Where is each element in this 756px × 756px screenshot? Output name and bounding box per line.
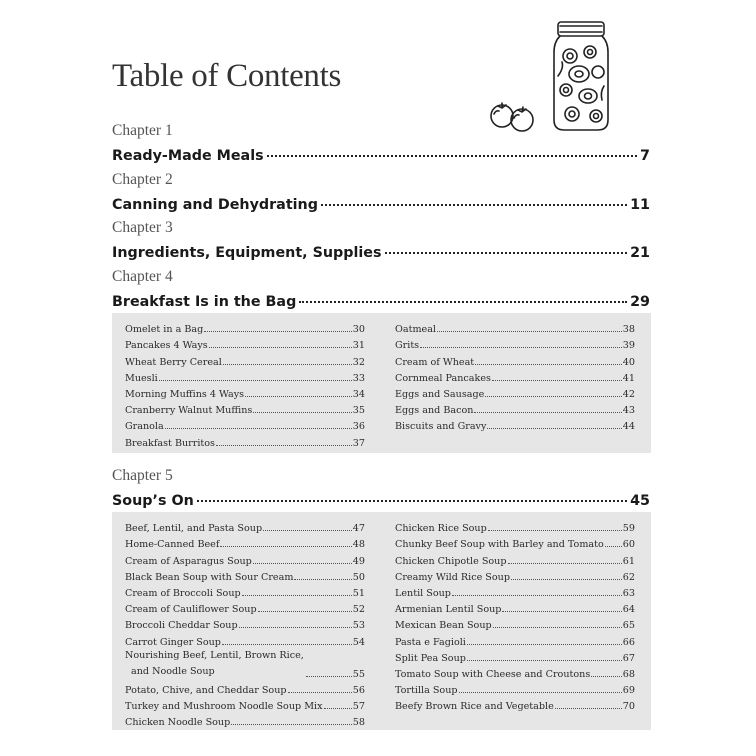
- dot-leader: [324, 708, 352, 709]
- recipe-title: Beef, Lentil, and Pasta Soup: [125, 523, 263, 535]
- recipe-page: 61: [622, 555, 635, 567]
- recipe-title-line: Nourishing Beef, Lentil, Brown Rice,: [125, 649, 304, 661]
- recipe-page: 36: [352, 421, 365, 433]
- recipe-title: Morning Muffins 4 Ways: [125, 388, 245, 400]
- dot-leader: [288, 692, 352, 693]
- recipe-title: Chunky Beef Soup with Barley and Tomato: [395, 539, 604, 551]
- recipe-title: Breakfast Burritos: [125, 437, 215, 449]
- recipe-title: Creamy Wild Rice Soup: [395, 571, 510, 583]
- dot-leader: [605, 546, 622, 547]
- chapter-number: Chapter 1: [112, 122, 173, 139]
- dot-leader: [253, 563, 352, 564]
- dot-leader: [437, 331, 622, 332]
- dot-leader: [258, 611, 352, 612]
- recipe-page: 43: [622, 405, 635, 417]
- recipe-entry[interactable]: [395, 384, 635, 400]
- recipe-title: Potato, Chive, and Cheddar Soup: [125, 684, 287, 696]
- chapter-2: [112, 171, 650, 213]
- recipe-entry[interactable]: [125, 631, 365, 647]
- chapter-title: Ready-Made Meals: [112, 148, 264, 164]
- recipe-title: Lentil Soup: [395, 587, 451, 599]
- dot-leader: [555, 708, 622, 709]
- recipe-title: Wheat Berry Cereal: [125, 356, 222, 368]
- recipe-page: 64: [622, 604, 635, 616]
- recipe-page: 35: [352, 405, 365, 417]
- recipe-page: 62: [622, 571, 635, 583]
- chapter-title-line[interactable]: [112, 142, 650, 164]
- recipe-entry[interactable]: [125, 567, 365, 583]
- recipe-title: Eggs and Bacon: [395, 405, 474, 417]
- recipe-entry[interactable]: [125, 615, 365, 631]
- recipe-page: 54: [352, 636, 365, 648]
- recipe-title: Cranberry Walnut Muffins: [125, 405, 253, 417]
- recipe-entry[interactable]: [395, 583, 635, 599]
- soup-recipes-box: [112, 512, 651, 730]
- recipe-page: 67: [622, 652, 635, 664]
- recipe-entry[interactable]: [395, 416, 635, 432]
- recipe-entry[interactable]: [125, 384, 365, 400]
- recipe-page: 40: [622, 356, 635, 368]
- dot-leader: [239, 627, 352, 628]
- recipe-title: Tomato Soup with Cheese and Croutons: [395, 668, 591, 680]
- recipe-column-right: [395, 319, 635, 453]
- recipe-entry[interactable]: [125, 696, 365, 712]
- recipe-page: 38: [622, 324, 635, 336]
- recipe-title: Cream of Cauliflower Soup: [125, 604, 257, 616]
- recipe-page: 60: [622, 539, 635, 551]
- recipe-title: Grits: [395, 340, 420, 352]
- recipe-entry[interactable]: [395, 368, 635, 384]
- recipe-title: Black Bean Soup with Sour Cream: [125, 571, 294, 583]
- recipe-entry[interactable]: [125, 335, 365, 351]
- recipe-page: 50: [352, 571, 365, 583]
- recipe-title: Biscuits and Gravy: [395, 421, 487, 433]
- recipe-title: Turkey and Mushroom Noodle Soup Mix: [125, 700, 323, 712]
- recipe-page: 31: [352, 340, 365, 352]
- recipe-entry[interactable]: [395, 696, 635, 712]
- recipe-title: Oatmeal: [395, 324, 437, 336]
- recipe-title: Chicken Chipotle Soup: [395, 555, 507, 567]
- dot-leader: [452, 595, 622, 596]
- dot-leader: [487, 428, 621, 429]
- recipe-title: Eggs and Sausage: [395, 388, 485, 400]
- chapter-3: [112, 219, 650, 261]
- dot-leader: [222, 644, 352, 645]
- recipe-entry[interactable]: [395, 599, 635, 615]
- recipe-title: Pasta e Fagioli: [395, 636, 466, 648]
- recipe-title: Beefy Brown Rice and Vegetable: [395, 701, 554, 713]
- recipe-column-left: [125, 518, 365, 730]
- recipe-entry[interactable]: [395, 550, 635, 566]
- recipe-title: [125, 648, 305, 680]
- recipe-title: Omelet in a Bag: [125, 324, 204, 336]
- recipe-page: 58: [352, 717, 365, 729]
- recipe-page: 69: [622, 685, 635, 697]
- dot-leader: [197, 484, 627, 502]
- dot-leader: [459, 692, 622, 693]
- chapter-number: Chapter 2: [112, 171, 173, 188]
- recipe-entry[interactable]: [395, 567, 635, 583]
- chapter-title-line[interactable]: [112, 191, 650, 213]
- chapter-title: Soup’s On: [112, 493, 194, 509]
- recipe-page: 41: [622, 372, 635, 384]
- recipe-page: 30: [352, 324, 365, 336]
- dot-leader: [165, 428, 352, 429]
- recipe-page: 57: [352, 700, 365, 712]
- recipe-title: Chicken Rice Soup: [395, 523, 487, 535]
- dot-leader: [493, 627, 622, 628]
- chapter-number: Chapter 5: [112, 467, 173, 484]
- recipe-entry[interactable]: [395, 648, 635, 664]
- recipe-title: Chicken Noodle Soup: [125, 717, 231, 729]
- dot-leader: [306, 676, 352, 677]
- dot-leader: [508, 563, 622, 564]
- recipe-entry[interactable]: [125, 599, 365, 615]
- chapter-title-line[interactable]: [112, 288, 650, 310]
- dot-leader: [267, 139, 637, 157]
- recipe-page: 56: [352, 684, 365, 696]
- page-title: Table of Contents: [112, 58, 342, 94]
- dot-leader: [488, 530, 622, 531]
- recipe-page: 70: [622, 701, 635, 713]
- recipe-entry[interactable]: [125, 416, 365, 432]
- recipe-entry[interactable]: [395, 335, 635, 351]
- recipe-title-line: and Noodle Soup: [131, 665, 215, 677]
- recipe-entry[interactable]: [395, 664, 635, 680]
- recipe-page: 48: [352, 539, 365, 551]
- dot-leader: [321, 188, 627, 206]
- recipe-page: 42: [622, 388, 635, 400]
- dot-leader: [159, 380, 352, 381]
- recipe-title: Tortilla Soup: [395, 685, 458, 697]
- dot-leader: [263, 530, 352, 531]
- recipe-entry[interactable]: [395, 615, 635, 631]
- recipe-entry[interactable]: [125, 550, 365, 566]
- chapter-title-line[interactable]: [112, 487, 650, 509]
- chapter-title-line[interactable]: [112, 239, 650, 261]
- recipe-title: Cream of Asparagus Soup: [125, 555, 252, 567]
- recipe-entry[interactable]: [395, 319, 635, 335]
- recipe-entry[interactable]: [395, 631, 635, 647]
- recipe-entry[interactable]: [125, 368, 365, 384]
- recipe-entry[interactable]: [395, 680, 635, 696]
- recipe-column-right: [395, 518, 635, 730]
- recipe-page: 51: [352, 587, 365, 599]
- recipe-entry[interactable]: [125, 400, 365, 416]
- dot-leader: [492, 380, 622, 381]
- recipe-page: 52: [352, 604, 365, 616]
- chapter-title: Breakfast Is in the Bag: [112, 294, 297, 310]
- dot-leader: [204, 331, 352, 332]
- recipe-page: 68: [622, 668, 635, 680]
- recipe-column-left: [125, 319, 365, 453]
- chapter-page: 45: [630, 493, 650, 509]
- chapter-title: Canning and Dehydrating: [112, 197, 318, 213]
- recipe-entry[interactable]: [125, 351, 365, 367]
- recipe-entry[interactable]: [395, 534, 635, 550]
- dot-leader: [420, 347, 622, 348]
- dot-leader: [502, 611, 621, 612]
- dot-leader: [467, 644, 622, 645]
- recipe-entry[interactable]: [125, 319, 365, 335]
- chapter-page: 21: [630, 245, 650, 261]
- recipe-title: Cornmeal Pancakes: [395, 372, 491, 384]
- dot-leader: [245, 396, 352, 397]
- recipe-page: 47: [352, 523, 365, 535]
- chapter-4: [112, 268, 650, 310]
- recipe-title: Granola: [125, 421, 164, 433]
- recipe-entry[interactable]: [395, 518, 635, 534]
- recipe-entry[interactable]: [125, 534, 365, 550]
- recipe-page: 66: [622, 636, 635, 648]
- dot-leader: [231, 724, 352, 725]
- recipe-page: 53: [352, 620, 365, 632]
- recipe-title: Cream of Broccoli Soup: [125, 587, 241, 599]
- recipe-title: Mexican Bean Soup: [395, 620, 492, 632]
- dot-leader: [220, 546, 351, 547]
- recipe-title: Broccoli Cheddar Soup: [125, 620, 238, 632]
- recipe-entry[interactable]: [125, 712, 365, 728]
- dot-leader: [467, 660, 622, 661]
- recipe-page: 37: [352, 437, 365, 449]
- dot-leader: [385, 236, 628, 254]
- recipe-page: 32: [352, 356, 365, 368]
- recipe-page: 63: [622, 587, 635, 599]
- recipe-title: Muesli: [125, 372, 158, 384]
- recipe-page: 44: [622, 421, 635, 433]
- recipe-page: 59: [622, 523, 635, 535]
- dot-leader: [253, 412, 351, 413]
- recipe-entry[interactable]: [125, 518, 365, 534]
- recipe-entry[interactable]: [125, 648, 365, 680]
- recipe-title: Cream of Wheat: [395, 356, 475, 368]
- dot-leader: [591, 676, 622, 677]
- pickle-jar-illustration: [484, 16, 624, 138]
- dot-leader: [294, 579, 351, 580]
- recipe-page: 55: [352, 668, 365, 680]
- dot-leader: [511, 579, 622, 580]
- recipe-entry[interactable]: [395, 351, 635, 367]
- dot-leader: [242, 595, 352, 596]
- recipe-entry[interactable]: [125, 583, 365, 599]
- chapter-page: 29: [630, 294, 650, 310]
- recipe-page: 49: [352, 555, 365, 567]
- recipe-page: 34: [352, 388, 365, 400]
- recipe-title: Split Pea Soup: [395, 652, 466, 664]
- dot-leader: [485, 396, 622, 397]
- chapter-page: 7: [640, 148, 650, 164]
- chapter-page: 11: [630, 197, 650, 213]
- breakfast-recipes-box: [112, 313, 651, 453]
- recipe-title: Carrot Ginger Soup: [125, 636, 221, 648]
- recipe-entry[interactable]: [125, 432, 365, 448]
- chapter-title: Ingredients, Equipment, Supplies: [112, 245, 382, 261]
- recipe-page: 39: [622, 340, 635, 352]
- recipe-page: 33: [352, 372, 365, 384]
- dot-leader: [299, 285, 627, 303]
- dot-leader: [209, 347, 352, 348]
- dot-leader: [223, 364, 352, 365]
- chapter-number: Chapter 4: [112, 268, 173, 285]
- recipe-title: Pancakes 4 Ways: [125, 340, 208, 352]
- dot-leader: [474, 412, 621, 413]
- recipe-entry[interactable]: [395, 400, 635, 416]
- chapter-number: Chapter 3: [112, 219, 173, 236]
- recipe-title: Armenian Lentil Soup: [395, 604, 502, 616]
- dot-leader: [216, 445, 352, 446]
- recipe-page: 65: [622, 620, 635, 632]
- dot-leader: [475, 364, 622, 365]
- chapter-5: [112, 467, 650, 509]
- recipe-entry[interactable]: [125, 680, 365, 696]
- chapter-1: [112, 122, 650, 164]
- recipe-title: Home-Canned Beef: [125, 539, 220, 551]
